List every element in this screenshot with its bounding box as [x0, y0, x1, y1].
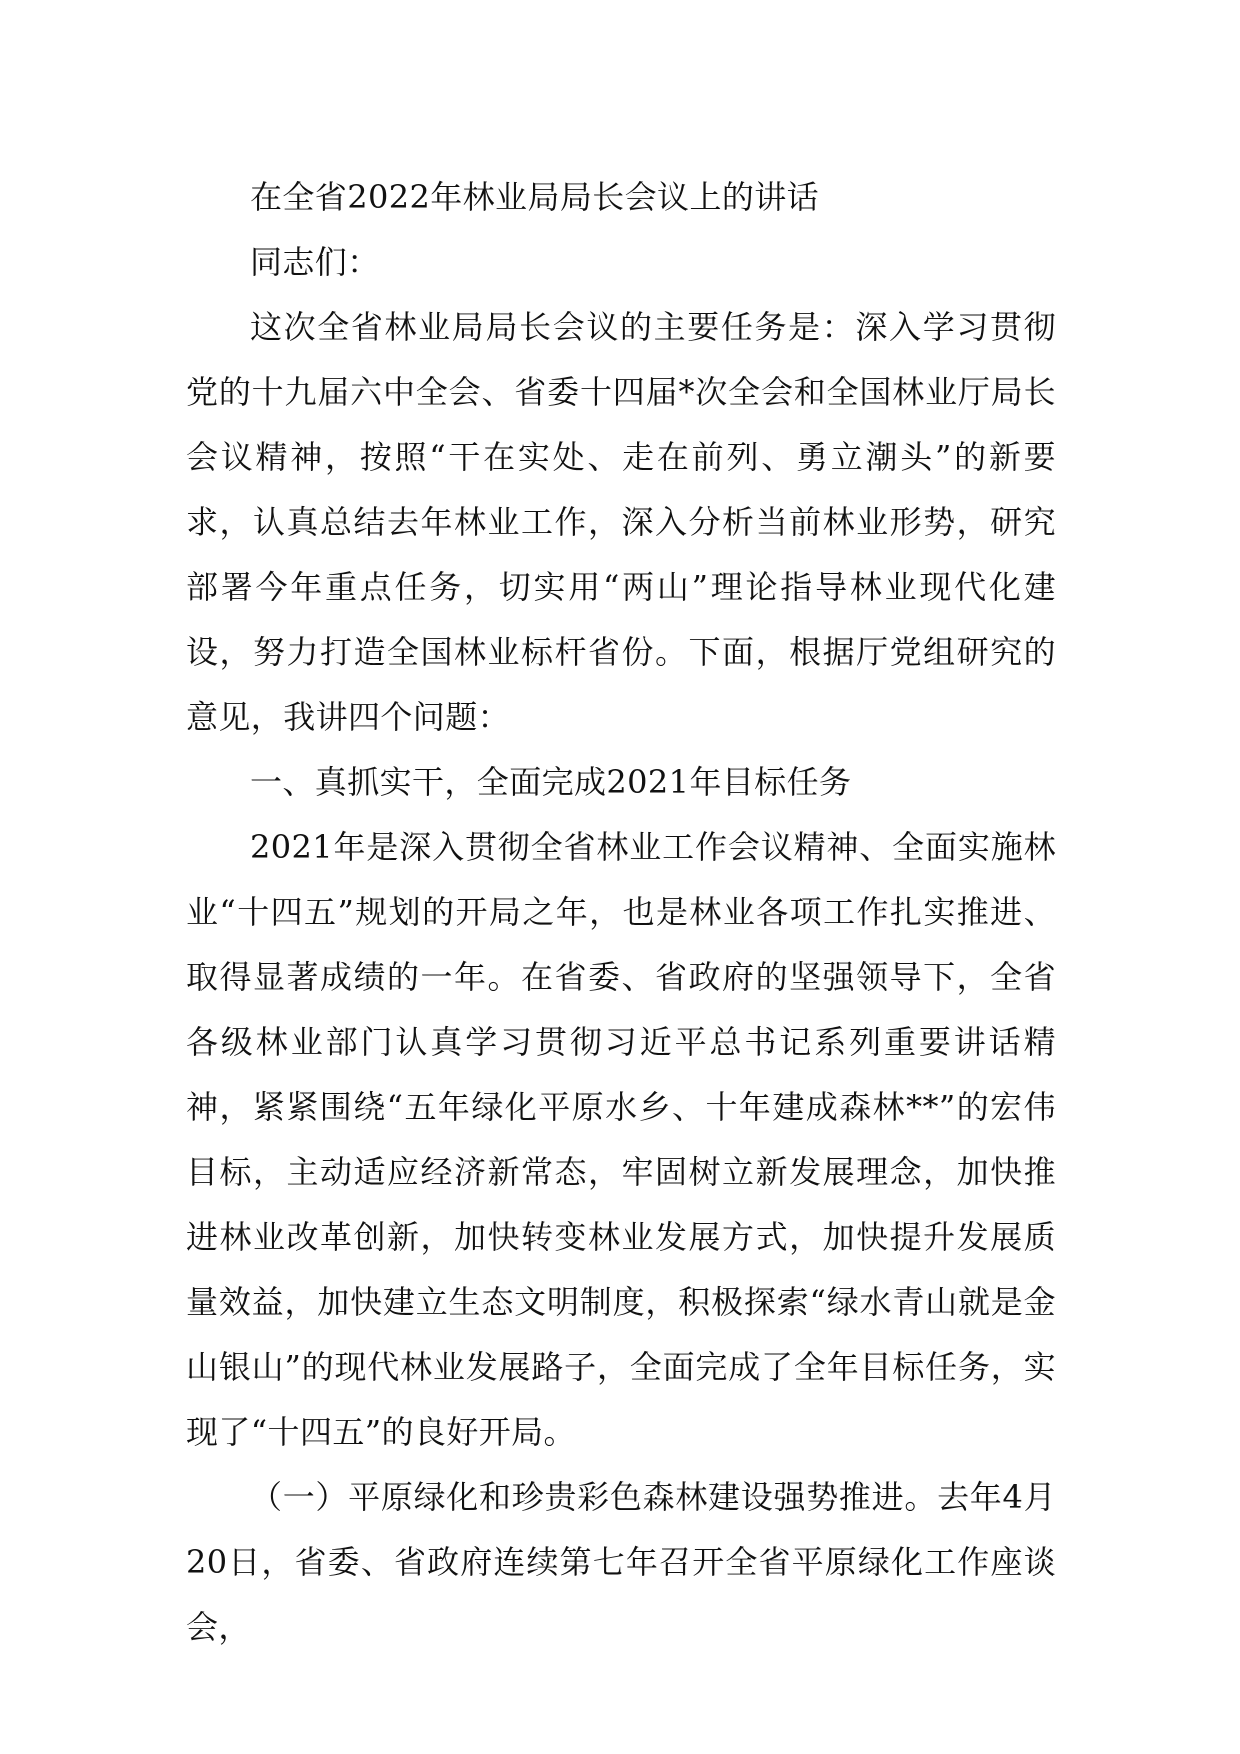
section-heading-1: 一、真抓实干，全面完成2021年目标任务 [250, 763, 852, 801]
document-title: 在全省2022年林业局局长会议上的讲话 [250, 178, 820, 216]
document-page [186, 165, 1056, 1660]
paragraph-2021-summary: 2021年是深入贯彻全省林业工作会议精神、全面实施林业“十四五”规划的开局之年，也是林业各项工作扎实推进、取得显著成绩的一年。在省委、省政府的坚强领导下，全省各级林业部门认真学习贯彻习近平总书记系列重要讲话精神，紧紧围绕“五年绿化平原水乡、十年建成森林**”的宏伟目标，主动适应经济新常态，牢固树立新发展理念，加快推进林业改革创新，加快转变林业发展方式，加快提升发展质量效益，加快建立生态文明制度，积极探索“绿水青山就是金山银山”的现代林业发展路子，全面完成了全年目标任务，实现了“十四五”的良好开局。 [186, 828, 1056, 1451]
paragraph-intro: 这次全省林业局局长会议的主要任务是：深入学习贯彻党的十九届六中全会、省委十四届*次全会和全国林业厅局长会议精神，按照“干在实处、走在前列、勇立潮头”的新要求，认真总结去年林业工作，深入分析当前林业形势，研究部署今年重点任务，切实用“两山”理论指导林业现代化建设，努力打造全国林业标杆省份。下面，根据厅党组研究的意见，我讲四个问题： [186, 308, 1056, 736]
salutation: 同志们： [250, 243, 380, 281]
paragraph-subsection-1: （一）平原绿化和珍贵彩色森林建设强势推进。去年4月20日，省委、省政府连续第七年召开全省平原绿化工作座谈会， [186, 1478, 1056, 1646]
